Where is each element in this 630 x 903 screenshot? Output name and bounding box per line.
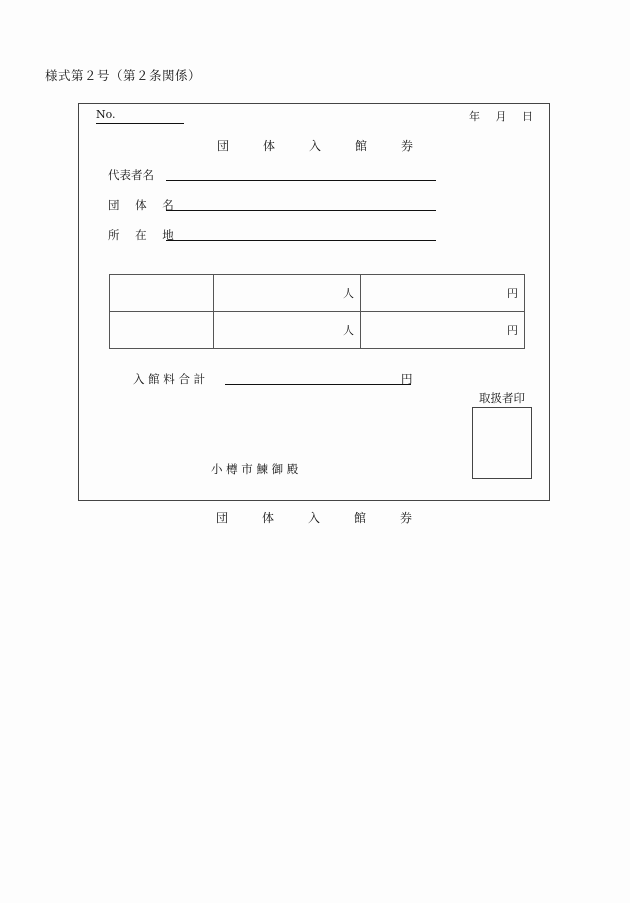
title-char: 団	[216, 511, 229, 525]
fee-table	[109, 274, 525, 349]
table-row	[110, 312, 525, 349]
title-char: 入	[307, 511, 320, 525]
title-char: 団	[217, 139, 230, 153]
amount-cell[interactable]: 円	[361, 275, 525, 312]
amount-cell[interactable]: 円	[361, 312, 525, 349]
address-line[interactable]	[166, 240, 436, 241]
handler-seal-label: 取扱者印	[479, 391, 525, 405]
handler-seal-box	[472, 407, 532, 479]
ticket-title	[217, 137, 413, 154]
people-cell[interactable]: 人	[214, 312, 361, 349]
title-char: 体	[261, 511, 274, 525]
issuer-name: 小 樽 市 鰊 御 殿	[211, 462, 299, 476]
group-name-line[interactable]	[166, 210, 436, 211]
ticket-stub-title	[216, 509, 412, 526]
title-char: 館	[353, 511, 366, 525]
table-row	[110, 275, 525, 312]
group-admission-ticket	[78, 103, 550, 501]
title-char: 券	[400, 139, 413, 153]
people-cell[interactable]: 人	[214, 275, 361, 312]
ticket-number-label: No.	[96, 108, 184, 124]
title-char: 券	[399, 511, 412, 525]
title-char: 体	[262, 139, 275, 153]
issue-date: 年 月 日	[469, 110, 533, 123]
admission-total-unit: 円	[401, 372, 413, 386]
admission-total-label: 入 館 料 合 計	[133, 372, 206, 386]
title-char: 館	[354, 139, 367, 153]
form-number-label: 様式第２号（第２条関係）	[45, 68, 202, 83]
representative-label: 代表者名	[108, 168, 154, 182]
title-char: 入	[308, 139, 321, 153]
category-cell[interactable]	[110, 312, 214, 349]
representative-line[interactable]	[166, 180, 436, 181]
address-label: 所 在 地	[108, 228, 180, 242]
group-name-label: 団 体 名	[108, 198, 180, 212]
category-cell[interactable]	[110, 275, 214, 312]
admission-total-line[interactable]	[225, 384, 411, 385]
